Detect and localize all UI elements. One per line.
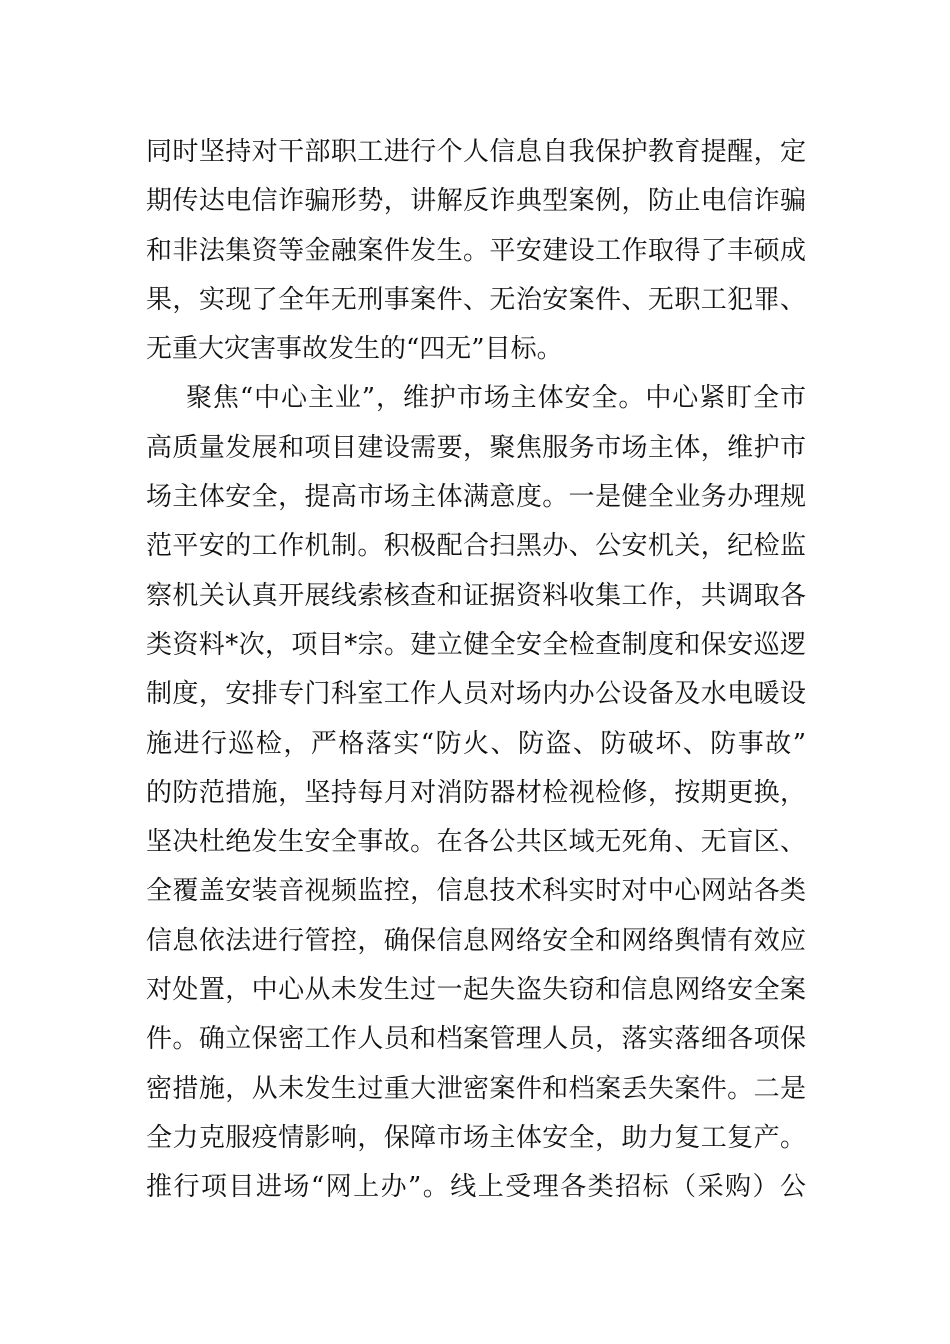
text-line: 无重大灾害事故发生的“四无”目标。 [146,334,563,365]
text-line: 坚决杜绝发生安全事故。在各公共区域无死角、无盲区、 [146,827,806,858]
text-line: 察机关认真开展线索核查和证据资料收集工作，共调取各 [146,580,806,611]
text-line: 推行项目进场“网上办”。线上受理各类招标（采购）公 [146,1172,806,1203]
text-line: 信息依法进行管控，确保信息网络安全和网络舆情有效应 [146,925,806,956]
text-line: 的防范措施，坚持每月对消防器材检视检修，按期更换， [146,777,806,808]
text-line: 果，实现了全年无刑事案件、无治安案件、无职工犯罪、 [146,284,806,315]
paragraph-start-line: 聚焦“中心主业”，维护市场主体安全。中心紧盯全市 [186,383,806,414]
text-line: 高质量发展和项目建设需要，聚焦服务市场主体，维护市 [146,432,806,463]
text-line: 类资料*次，项目*宗。建立健全安全检查制度和保安巡逻 [146,629,806,660]
text-line: 制度，安排专门科室工作人员对场内办公设备及水电暖设 [146,679,806,710]
text-line: 全覆盖安装音视频监控，信息技术科实时对中心网站各类 [146,876,806,907]
text-line: 全力克服疫情影响，保障市场主体安全，助力复工复产。 [146,1122,806,1153]
text-line: 场主体安全，提高市场主体满意度。一是健全业务办理规 [146,482,806,513]
text-line: 范平安的工作机制。积极配合扫黑办、公安机关，纪检监 [146,531,806,562]
text-line: 对处置，中心从未发生过一起失盗失窃和信息网络安全案 [146,975,806,1006]
text-line: 施进行巡检，严格落实“防火、防盗、防破坏、防事故” [146,728,806,759]
text-line: 密措施，从未发生过重大泄密案件和档案丢失案件。二是 [146,1073,806,1104]
text-line: 期传达电信诈骗形势，讲解反诈典型案例，防止电信诈骗 [146,186,806,217]
text-line: 和非法集资等金融案件发生。平安建设工作取得了丰硕成 [146,235,806,266]
body-text [146,128,806,1213]
text-line: 同时坚持对干部职工进行个人信息自我保护教育提醒，定 [146,137,806,167]
text-line: 件。确立保密工作人员和档案管理人员，落实落细各项保 [146,1024,806,1055]
